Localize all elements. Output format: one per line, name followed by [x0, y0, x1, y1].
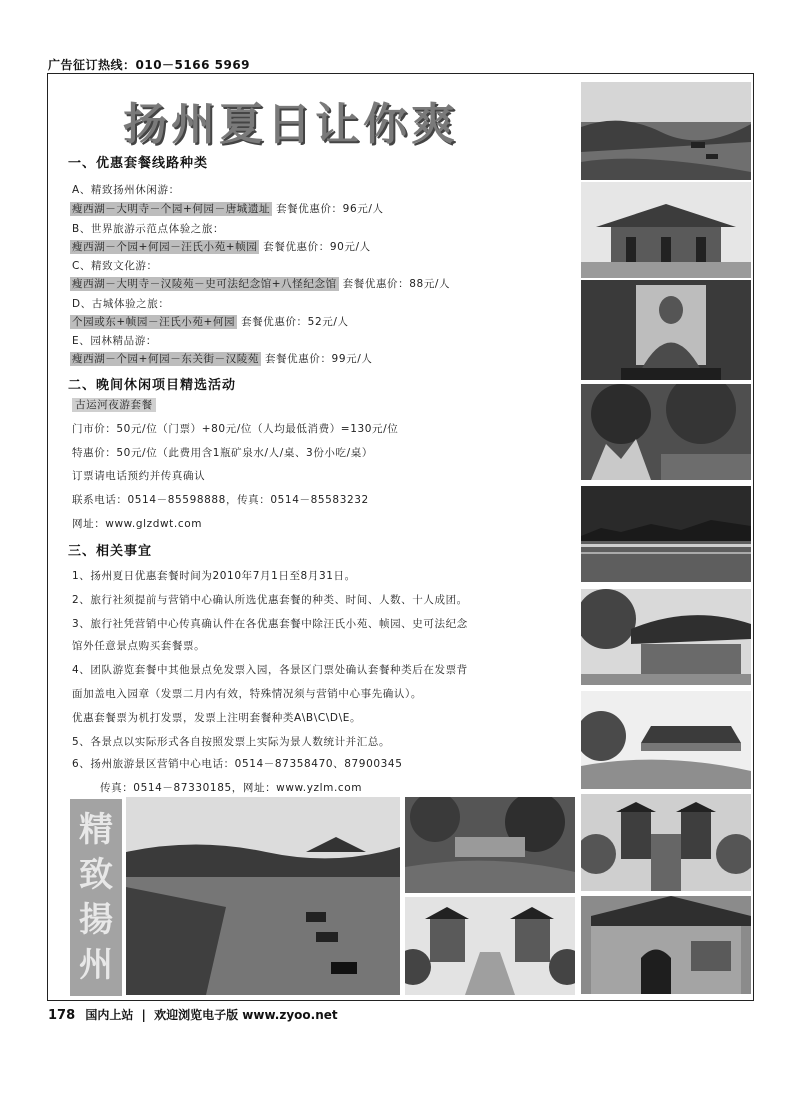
route-d [70, 314, 349, 329]
note-3-cont: 馆外任意景点购买套餐票。 [72, 640, 206, 652]
night-show [72, 397, 156, 412]
note-1: 1、扬州夏日优惠套餐时间为2010年7月1日至8月31日。 [72, 570, 356, 582]
note-5: 5、各景点以实际形式各自按照发票上实际为景人数统计并汇总。 [72, 736, 391, 748]
photo-han-tomb-mound [581, 691, 751, 789]
route-a-path: 瘦西湖－大明寺－个园+何园－唐城遗址 [72, 203, 271, 215]
photo-garden-overview [405, 797, 575, 893]
note-3: 3、旅行社凭营销中心传真确认件在各优惠套餐中除汪氏小苑、帧园、史可法纪念 [72, 618, 468, 630]
note-4-cont: 面加盖电入园章（发票二月内有效，特殊情况须与营销中心事先确认）。 [72, 688, 422, 700]
photo-lake-panorama [126, 797, 400, 995]
note-4-extra: 优惠套餐票为机打发票，发票上注明套餐种类A\B\C\D\E。 [72, 712, 362, 724]
footer-separator: | [141, 1008, 146, 1022]
route-c [70, 276, 450, 291]
route-d-label: D、古城体验之旅： [72, 298, 170, 310]
side-tag-char-2: 致 [79, 854, 113, 895]
route-d-price: 套餐优惠价：52元/人 [241, 316, 349, 328]
special-price: 特惠价：50元/位（此费用含1瓶矿泉水/人/桌、3份小吃/桌） [72, 447, 373, 459]
side-tag-char-1: 精 [79, 809, 113, 850]
side-tag [70, 799, 122, 996]
photo-pavilion-roof [581, 589, 751, 685]
route-a-price: 套餐优惠价：96元/人 [276, 203, 384, 215]
route-a [70, 201, 384, 216]
photo-night-river-view [581, 486, 751, 582]
advertising-hotline: 广告征订热线：010－5166 5969 [48, 58, 251, 72]
side-tag-char-3: 揚 [79, 899, 113, 940]
page-frame [47, 73, 754, 1001]
photo-garden-rockery [581, 384, 751, 480]
route-b-path: 瘦西湖－个园+何园－汪氏小苑+帧园 [72, 241, 258, 253]
note-6-fax: 传真：0514－87330185，网址：www.yzlm.com [100, 782, 363, 794]
note-6: 6、扬州旅游景区营销中心电话：0514－87358470、87900345 [72, 758, 403, 770]
route-b [70, 239, 371, 254]
page-footer [48, 1006, 338, 1023]
route-b-price: 套餐优惠价：90元/人 [263, 241, 371, 253]
route-d-path: 个园或东+帧园－汪氏小苑+何园 [72, 316, 236, 328]
side-tag-char-4: 州 [79, 944, 113, 985]
photo-old-street-gate [581, 896, 751, 994]
route-a-label: A、精致扬州休闲游： [72, 184, 180, 196]
ticket-price: 门市价：50元/位（门票）+80元/位（人均最低消费）=130元/位 [72, 423, 399, 435]
route-c-path: 瘦西湖－大明寺－汉陵苑－史可法纪念馆+八怪纪念馆 [72, 278, 337, 290]
route-e-path: 瘦西湖－个园+何园－东关街－汉陵苑 [72, 353, 259, 365]
photo-gate-steps [405, 897, 575, 995]
page-title: 扬州夏日让你爽 [123, 99, 459, 150]
route-c-price: 套餐优惠价：88元/人 [342, 278, 451, 290]
footer-magazine: 欢迎浏览电子版 www.zyoo.net [154, 1008, 338, 1022]
photo-temple-hall [581, 182, 751, 278]
booking-note: 订票请电话预约并传真确认 [72, 470, 206, 482]
section3-heading: 三、相关事宜 [68, 544, 153, 559]
section2-heading: 二、晚间休闲项目精选活动 [68, 378, 237, 393]
note-2: 2、旅行社须提前与营销中心确认所选优惠套餐的种类、时间、人数、十人成团。 [72, 594, 468, 606]
night-show-name: 古运河夜游套餐 [72, 398, 156, 412]
route-b-label: B、世界旅游示范点体验之旅： [72, 223, 225, 235]
footer-section: 国内上站 [85, 1008, 134, 1022]
photo-buddha-statue [581, 280, 751, 380]
photo-gate-towers [581, 794, 751, 891]
photo-slender-west-lake-boats [581, 82, 751, 180]
route-c-label: C、精致文化游： [72, 260, 158, 272]
page-number: 178 [48, 1008, 76, 1023]
website: 网址：www.glzdwt.com [72, 518, 203, 530]
section1-heading: 一、优惠套餐线路种类 [68, 156, 209, 171]
route-e-price: 套餐优惠价：99元/人 [264, 353, 373, 365]
contact-info: 联系电话：0514－85598888，传真：0514－85583232 [72, 494, 369, 506]
route-e [70, 351, 372, 366]
route-e-label: E、园林精品游： [72, 335, 157, 347]
note-4: 4、团队游览套餐中其他景点免发票入园，各景区门票处确认套餐种类后在发票背 [72, 664, 468, 676]
